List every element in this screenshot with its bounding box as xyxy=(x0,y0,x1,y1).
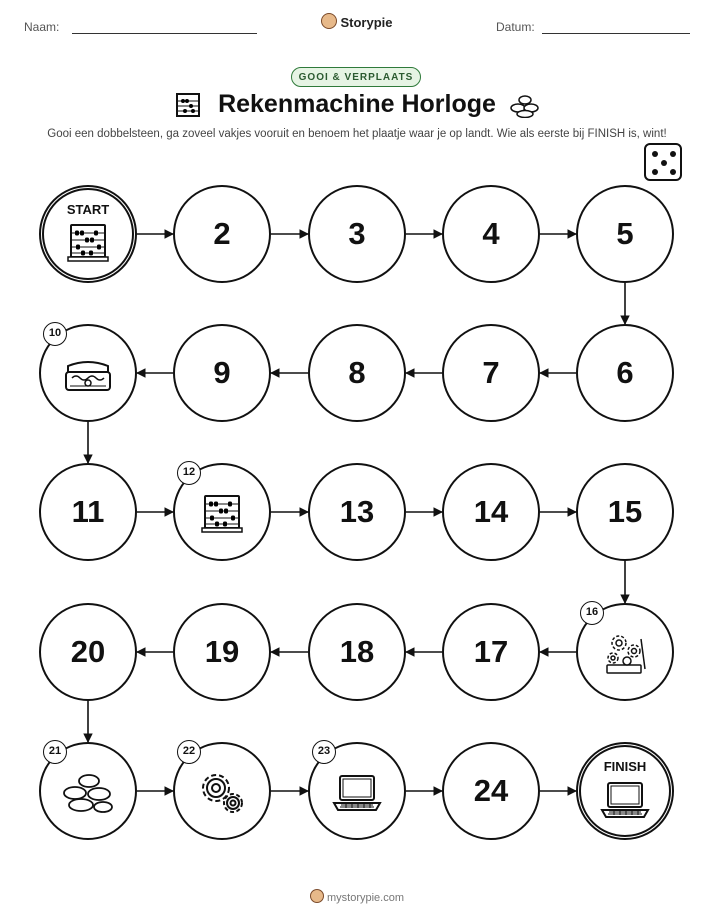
board-space-2[interactable] xyxy=(173,185,271,283)
board-space-13[interactable] xyxy=(308,463,406,561)
footer xyxy=(0,889,714,904)
gear-machine-icon xyxy=(601,631,649,677)
space-number: 5 xyxy=(616,216,634,251)
board-space-23[interactable] xyxy=(308,742,406,840)
laptop-icon xyxy=(600,780,650,820)
board-space-22[interactable] xyxy=(173,742,271,840)
board-space-8[interactable] xyxy=(308,324,406,422)
space-number: 15 xyxy=(607,494,643,529)
space-number-badge: 10 xyxy=(43,322,67,346)
space-number: 8 xyxy=(348,355,366,390)
brand-name: Storypie xyxy=(340,15,393,30)
board-space-9[interactable] xyxy=(173,324,271,422)
space-number-badge: 23 xyxy=(312,740,336,764)
board-space-10[interactable] xyxy=(39,324,137,422)
space-number: 17 xyxy=(473,634,509,669)
abacus-icon xyxy=(67,223,109,263)
space-number: 9 xyxy=(213,355,231,390)
space-label: START xyxy=(66,202,110,217)
space-number: 14 xyxy=(473,494,509,529)
space-number: 20 xyxy=(70,634,106,669)
space-number: 7 xyxy=(482,355,500,390)
abacus-icon xyxy=(201,494,243,534)
board-space-25[interactable] xyxy=(576,742,674,840)
footer-site[interactable]: mystorypie.com xyxy=(326,892,405,904)
board-space-17[interactable] xyxy=(442,603,540,701)
activity-tag: GOOI & VERPLAATS xyxy=(291,67,421,87)
board-space-14[interactable] xyxy=(442,463,540,561)
space-number: 2 xyxy=(213,216,231,251)
board-space-18[interactable] xyxy=(308,603,406,701)
name-label: Naam: xyxy=(24,20,60,34)
space-number-badge: 21 xyxy=(43,740,67,764)
space-number: 13 xyxy=(339,494,375,529)
space-number: 18 xyxy=(339,634,375,669)
space-number-badge: 12 xyxy=(177,461,201,485)
stones-icon xyxy=(61,771,115,815)
board-space-20[interactable] xyxy=(39,603,137,701)
instructions: Gooi een dobbelsteen, ga zoveel vakjes vooruit en benoem het plaatje waar je op landt. Wie als eerste bij FINISH is, wint! xyxy=(47,128,667,140)
space-number-badge: 22 xyxy=(177,740,201,764)
board-space-15[interactable] xyxy=(576,463,674,561)
space-number: 11 xyxy=(71,494,105,529)
board-space-4[interactable] xyxy=(442,185,540,283)
page-title: Rekenmachine Horloge xyxy=(218,90,496,118)
board-space-1[interactable] xyxy=(39,185,137,283)
date-label: Datum: xyxy=(496,20,535,34)
space-number: 3 xyxy=(348,216,366,251)
space-number: 4 xyxy=(482,216,500,251)
board-space-12[interactable] xyxy=(173,463,271,561)
gears-icon xyxy=(198,770,246,816)
treasure-box-icon xyxy=(62,356,114,394)
laptop-icon xyxy=(332,773,382,813)
board-space-5[interactable] xyxy=(576,185,674,283)
space-number: 19 xyxy=(204,634,240,669)
space-number: 6 xyxy=(616,355,634,390)
board-space-3[interactable] xyxy=(308,185,406,283)
space-label: FINISH xyxy=(603,759,647,774)
board-space-24[interactable] xyxy=(442,742,540,840)
space-number: 24 xyxy=(473,773,509,808)
mascot-icon xyxy=(310,889,324,903)
space-number-badge: 16 xyxy=(580,601,604,625)
board-space-11[interactable] xyxy=(39,463,137,561)
board-space-16[interactable] xyxy=(576,603,674,701)
board-space-7[interactable] xyxy=(442,324,540,422)
board-space-19[interactable] xyxy=(173,603,271,701)
board-space-6[interactable] xyxy=(576,324,674,422)
board-space-21[interactable] xyxy=(39,742,137,840)
